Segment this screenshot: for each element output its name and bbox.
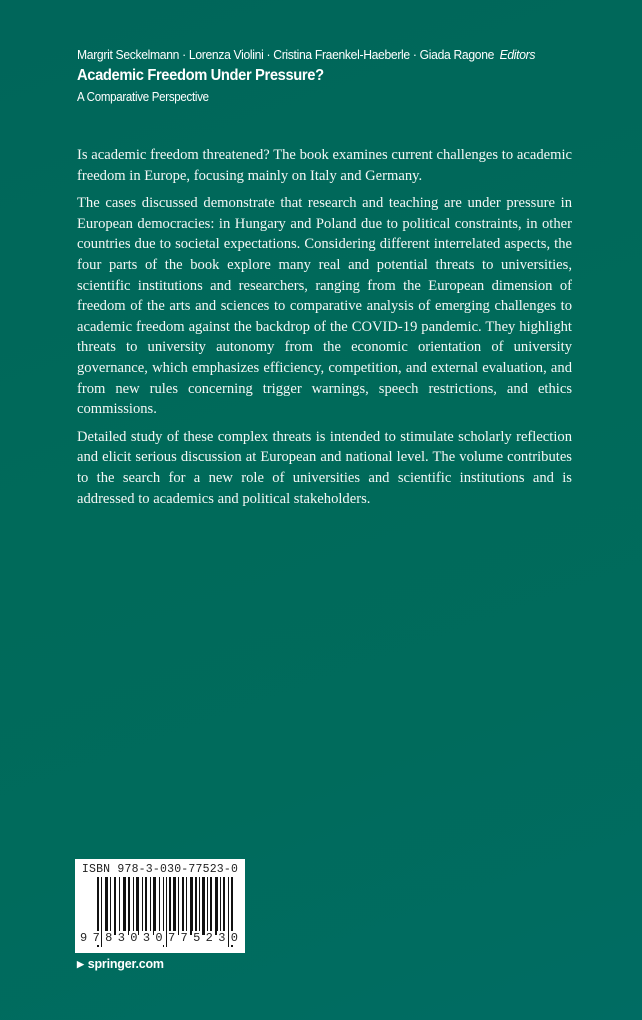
book-description [77, 145, 572, 516]
author-names: Margrit Seckelmann · Lorenza Violini · Cristina Fraenkel-Haeberle · Giada Ragone [77, 47, 495, 62]
barcode-digits: 9 7 8 3 0 3 0 7 7 5 2 3 0 [80, 931, 238, 945]
editors-label: Editors [499, 47, 536, 62]
description-paragraph: Detailed study of these complex threats is intended to stimulate scholarly reflection and elicit serious discussion at European and national level. The volume contributes to the search for a new role of universities and scientific institutions and is addressed to academics and political stakeholders. [77, 428, 572, 507]
arrow-right-icon: ▶ [77, 958, 84, 969]
editors-line [77, 46, 574, 64]
publisher-url: springer.com [87, 957, 164, 971]
book-subtitle: A Comparative Perspective [77, 90, 209, 104]
description-paragraph: The cases discussed demonstrate that research and teaching are under pressure in European democracies: in Hungary and Poland due to political constraints, in other countries due to societal expectations. Considering different interrelated aspects, the four parts of the book explore many real and potential threats to universities, scientific institutions and researchers, ranging from the European dimension of freedom of the arts and sciences to comparative analysis of emerging challenges to academic freedom against the backdrop of the COVID-19 pandemic. They highlight threats to university autonomy from the economic orientation of university governance, which emphasizes efficiency, competition, and external evaluation, and from new rules concerning trigger warnings, speech restrictions, and ethics commissions. [77, 195, 572, 418]
cover-header [77, 46, 617, 106]
isbn-barcode [75, 859, 245, 953]
isbn-label: ISBN 978-3-030-77523-0 [81, 863, 239, 876]
book-title: Academic Freedom Under Pressure? [77, 67, 324, 84]
description-paragraph: Is academic freedom threatened? The book examines current challenges to academic freedom in Europe, focusing mainly on Italy and Germany. [77, 147, 572, 184]
publisher-link[interactable] [77, 957, 164, 971]
